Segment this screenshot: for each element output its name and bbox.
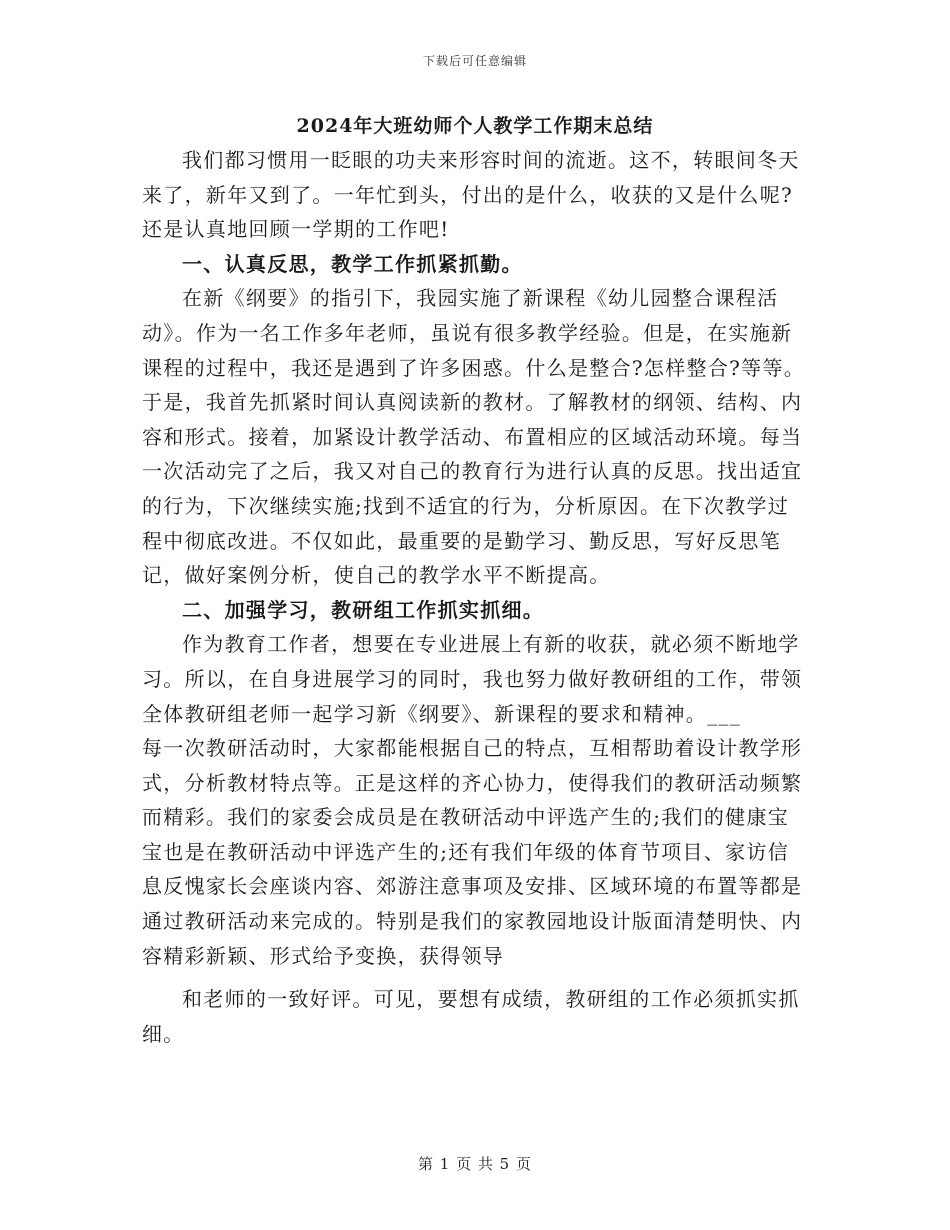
paragraph-section-2b: 每一次教研活动时，大家都能根据自己的特点，互相帮助着设计教学形式，分析教材特点等。正是这样的齐心协力，使得我们的教研活动频繁而精彩。我们的家委会成员是在教研活动中评选产生的;我们的健康宝宝也是在教研活动中评选产生的;还有我们年级的体育节项目、家访信息反愧家长会座谈内容、郊游注意事项及安排、区域环境的布置等都是通过教研活动来完成的。特别是我们的家教园地设计版面清楚明快、内容精彩新颖、形式给予变换，获得领导 xyxy=(142,736,803,968)
paragraph-section-1: 在新《纲要》的指引下，我园实施了新课程《幼儿园整合课程活动》。作为一名工作多年老师，虽说有很多教学经验。但是，在实施新课程的过程中，我还是遇到了许多困惑。什么是整合?怎样整合?等等。于是，我首先抓紧时间认真阅读新的教材。了解教材的纲领、结构、内容和形式。接着，加紧设计教学活动、布置相应的区域活动环境。每当一次活动完了之后，我又对自己的教育行为进行认真的反思。找出适宜的行为，下次继续实施;找到不适宜的行为，分析原因。在下次教学过程中彻底改进。不仅如此，最重要的是勤学习、勤反思，写好反思笔记，做好案例分析，使自己的教学水平不断提高。 xyxy=(142,286,806,588)
paragraph-section-2a: 作为教育工作者，想要在专业进展上有新的收获，就必须不断地学习。所以，在自身进展学习的同时，我也努力做好教研组的工作，带领全体教研组老师一起学习新《纲要》、新课程的要求和精神。___ xyxy=(142,632,803,726)
section-heading-1: 一、认真反思，教学工作抓紧抓勤。 xyxy=(182,251,523,276)
section-heading-2: 二、加强学习，教研组工作抓实抓细。 xyxy=(182,597,545,622)
paragraph-intro: 我们都习惯用一眨眼的功夫来形容时间的流逝。这不，转眼间冬天来了，新年又到了。一年忙到头，付出的是什么，收获的又是什么呢?还是认真地回顾一学期的工作吧! xyxy=(142,148,800,242)
page-number: 第 1 页 共 5 页 xyxy=(418,1155,532,1173)
header-note: 下载后可任意编辑 xyxy=(422,54,527,68)
document-title: 2024年大班幼师个人教学工作期末总结 xyxy=(296,115,654,137)
paragraph-section-2c: 和老师的一致好评。可见，要想有成绩，教研组的工作必须抓实抓细。 xyxy=(142,987,800,1046)
document-body xyxy=(142,143,808,1051)
